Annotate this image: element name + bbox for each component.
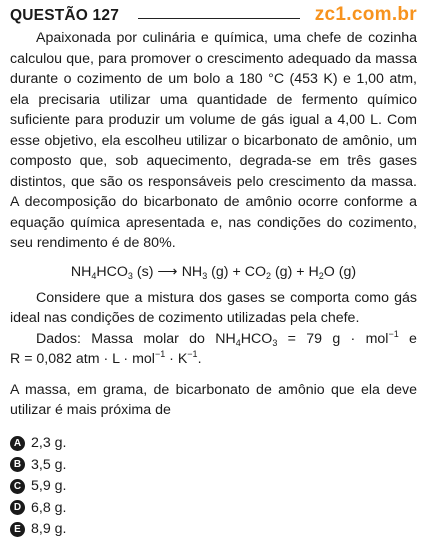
option-text: 2,3 g. (31, 435, 67, 452)
data-line-1 (10, 329, 417, 350)
state-g3: (g) (338, 263, 357, 280)
data-word: e (409, 330, 417, 347)
chemical-equation (10, 262, 417, 282)
option-c[interactable] (10, 476, 417, 498)
reaction-arrow: ⟶ (157, 263, 178, 280)
answer-options (10, 433, 417, 540)
option-d[interactable] (10, 497, 417, 519)
option-letter-c: C (10, 479, 25, 494)
data-line-2: R = 0,082 atm · $L \cdot mol^{-1} \cdot K^{-1}$. (10, 349, 202, 367)
formula-h2o: $H_2O$ (308, 263, 335, 281)
header-rule (138, 18, 300, 19)
formula-co2: $CO_2$ (244, 263, 271, 281)
data-equals: = (287, 330, 296, 347)
option-a[interactable] (10, 433, 417, 455)
data-unit: g (332, 330, 341, 347)
option-letter-d: D (10, 500, 25, 515)
plus-sign: + (232, 263, 241, 280)
state-s: (s) (136, 263, 154, 280)
option-text: 3,5 g. (31, 456, 67, 473)
formula-nh4hco3: $NH_4HCO_3$ (70, 263, 133, 281)
question-prompt: A massa, em grama, de bicarbonato de amônio que ela deve utilizar é mais próxima de (10, 381, 417, 418)
formula-nh3: $NH_3$ (181, 263, 208, 281)
state-g1: (g) (211, 263, 229, 280)
question-header (10, 6, 417, 28)
option-letter-e: E (10, 522, 25, 537)
option-text: 8,9 g. (31, 521, 67, 538)
site-logo[interactable]: zc1.com.br (314, 4, 417, 25)
molar-mass-value: 79 (306, 330, 323, 347)
data-word: do (189, 330, 205, 347)
question-number: QUESTÃO 127 (10, 7, 120, 24)
plus-sign: + (296, 263, 305, 280)
data-word: Massa (91, 330, 134, 347)
data-unit-mol: mol$^{-1}$ (365, 328, 399, 347)
option-letter-a: A (10, 436, 25, 451)
data-label: Dados: (36, 330, 81, 347)
state-g2: (g) (274, 263, 293, 280)
data-dot: · (350, 330, 356, 347)
option-e[interactable] (10, 519, 417, 540)
data-word: molar (143, 330, 179, 347)
option-b[interactable] (10, 454, 417, 476)
option-text: 6,8 g. (31, 499, 67, 516)
option-letter-b: B (10, 457, 25, 472)
ideal-gas-paragraph: Considere que a mistura dos gases se comporta como gás ideal nas condições de cozimento utilizadas pela chefe. (10, 289, 417, 326)
data-formula: $NH_4HCO_3$ (215, 330, 278, 348)
option-text: 5,9 g. (31, 478, 67, 495)
intro-paragraph: Apaixonada por culinária e química, uma chefe de cozinha calculou que, para promover o crescimento adequado da massa durante o cozimento de um bolo a 180 °C (453 K) e 1,00 atm, ela precisaria utilizar uma quantidade de fermento químico suficiente para produzir um volume de gás igual a 4,00 L. Com esse objetivo, ela escolheu utilizar o bicarbonato de amônio, um composto que, sob aquecimento, degrada-se em três gases distintos, que são os responsáveis pelo crescimento da massa. A decomposição do bicarbonato de amônio ocorre conforme a equação química apresentada e, nas condições do cozimento, seu rendimento é de 80%. (10, 30, 417, 251)
